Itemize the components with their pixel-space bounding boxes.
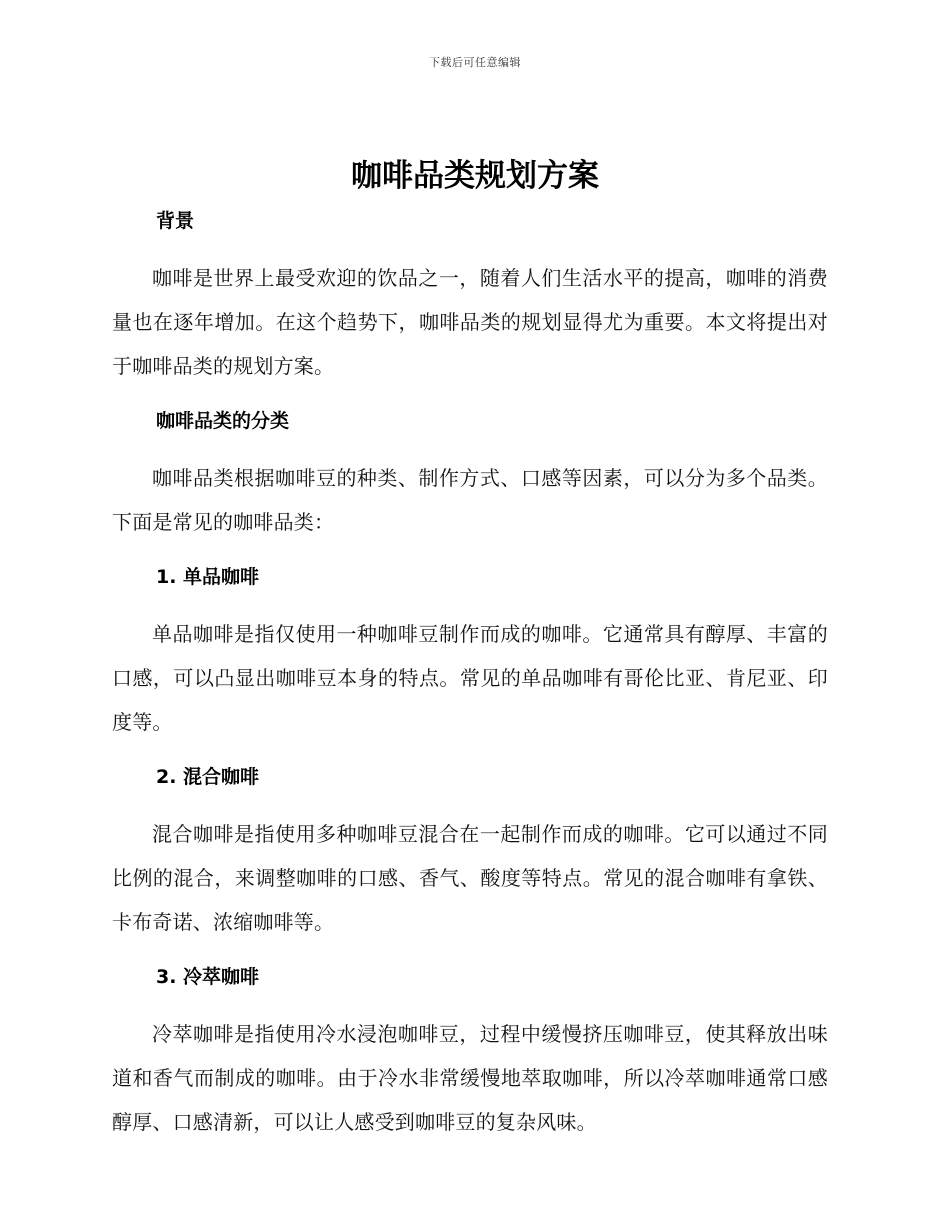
page-header-note: 下载后可任意编辑 bbox=[429, 56, 521, 69]
section-paragraph: 单品咖啡是指仅使用一种咖啡豆制作而成的咖啡。它通常具有醇厚、丰富的口感，可以凸显出咖啡豆本身的特点。常见的单品咖啡有哥伦比亚、肯尼亚、印度等。 bbox=[112, 622, 828, 734]
section-cold-brew bbox=[112, 960, 828, 1144]
document-body bbox=[112, 204, 828, 1144]
section-paragraph: 咖啡是世界上最受欢迎的饮品之一，随着人们生活水平的提高，咖啡的消费量也在逐年增加。在这个趋势下，咖啡品类的规划显得尤为重要。本文将提出对于咖啡品类的规划方案。 bbox=[112, 266, 828, 378]
section-classification bbox=[112, 404, 828, 560]
section-heading: 背景 bbox=[156, 210, 195, 232]
section-blend bbox=[112, 760, 828, 960]
section-paragraph: 混合咖啡是指使用多种咖啡豆混合在一起制作而成的咖啡。它可以通过不同比例的混合，来调整咖啡的口感、香气、酸度等特点。常见的混合咖啡有拿铁、卡布奇诺、浓缩咖啡等。 bbox=[112, 822, 828, 934]
section-paragraph: 咖啡品类根据咖啡豆的种类、制作方式、口感等因素，可以分为多个品类。下面是常见的咖啡品类： bbox=[112, 466, 828, 534]
document-title: 咖啡品类规划方案 bbox=[351, 158, 599, 194]
section-single-origin bbox=[112, 560, 828, 760]
section-heading: 咖啡品类的分类 bbox=[156, 410, 290, 432]
section-paragraph: 冷萃咖啡是指使用冷水浸泡咖啡豆，过程中缓慢挤压咖啡豆，使其释放出味道和香气而制成的咖啡。由于冷水非常缓慢地萃取咖啡，所以冷萃咖啡通常口感醇厚、口感清新，可以让人感受到咖啡豆的复杂风味。 bbox=[112, 1022, 828, 1134]
section-heading: 1. 单品咖啡 bbox=[156, 566, 260, 588]
section-heading: 2. 混合咖啡 bbox=[156, 766, 260, 788]
section-background bbox=[112, 204, 828, 404]
section-heading: 3. 冷萃咖啡 bbox=[156, 966, 260, 988]
